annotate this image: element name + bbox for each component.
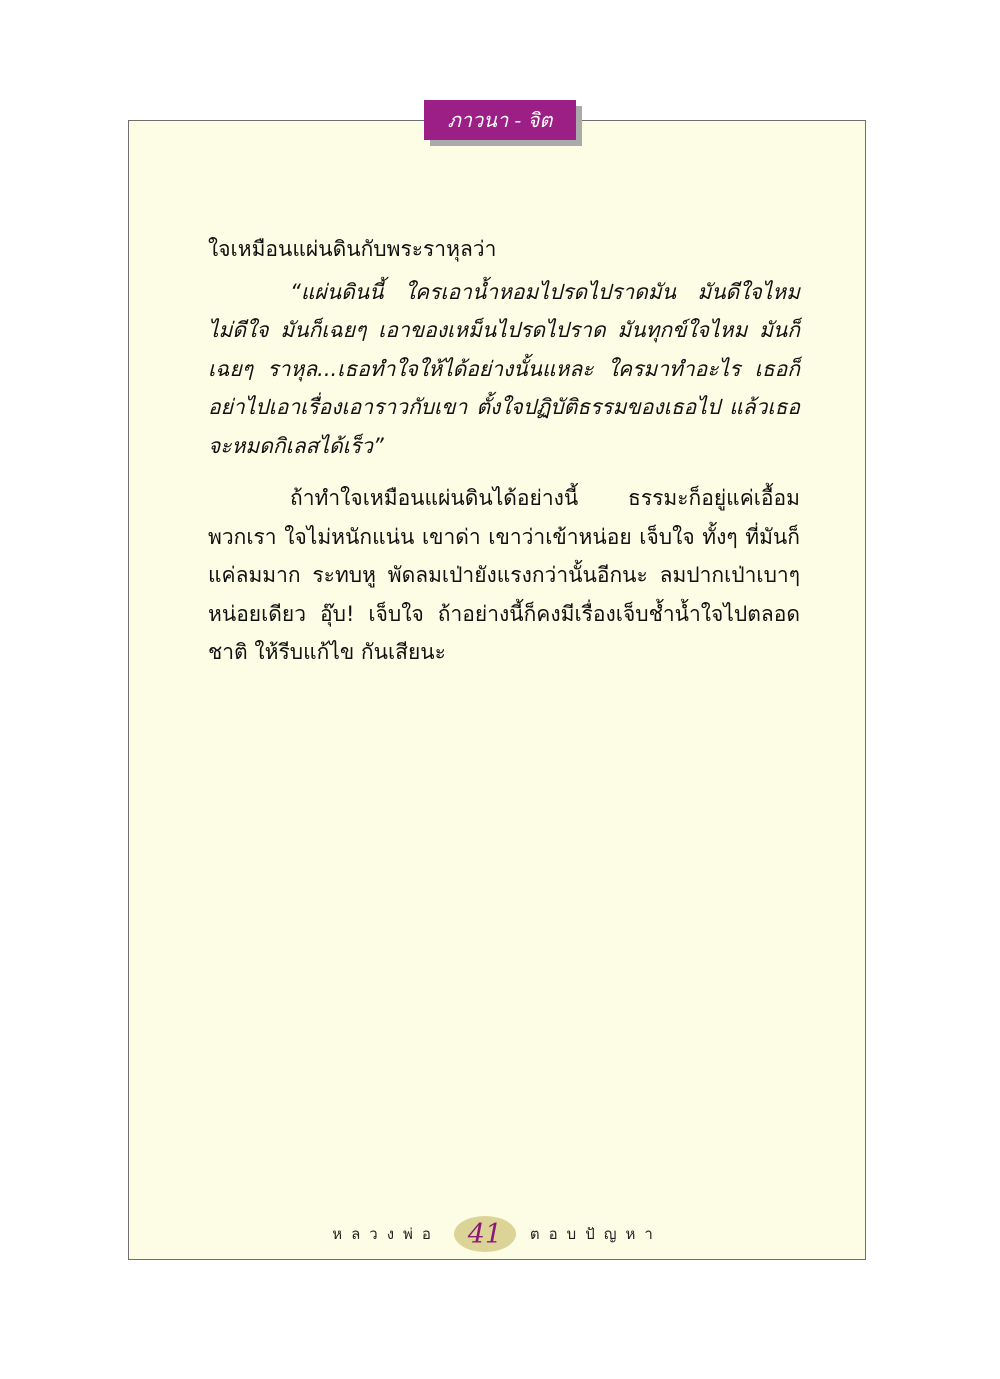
header-tab xyxy=(424,100,576,140)
footer-book-title-right: ตอบปัญหา xyxy=(529,1225,662,1243)
body-paragraph-text: ถ้าทำใจเหมือนแผ่นดินได้อย่างนี้ ธรรมะก็อยู่แค่เอื้อม พวกเรา ใจไม่หนักแน่น เขาด่า เขาว่าเข้าหน่อย เจ็บใจ ทั้งๆ ที่มันก็แค่ลมมาก ระทบหู พัดลมเป่ายังแรงกว่านั้นอีกนะ ลมปากเป่าเบาๆ หน่อยเดียว อุ๊บ! เจ็บใจ ถ้าอย่างนี้ก็คงมีเรื่องเจ็บช้ำน้ำใจไปตลอดชาติ ให้รีบแก้ไข กันเสียนะ xyxy=(208,486,800,664)
page-number-badge xyxy=(454,1216,516,1252)
quote-paragraph xyxy=(208,273,800,466)
body-paragraph xyxy=(208,479,800,672)
footer-book-title-left: หลวงพ่อ xyxy=(332,1225,440,1243)
body-text xyxy=(208,230,800,672)
header-tab-label: ภาวนา - จิต xyxy=(447,108,553,132)
page-number: 41 xyxy=(467,1218,503,1250)
quote-text: “แผ่นดินนี้ ใครเอาน้ำหอมไปรดไปราดมัน มันดีใจไหม ไม่ดีใจ มันก็เฉยๆ เอาของเหม็นไปรดไปราด มันทุกข์ใจไหม มันก็เฉยๆ ราหุล...เธอทำใจให้ได้อย่างนั้นแหละ ใครมาทำอะไร เธอก็อย่าไปเอาเรื่องเอาราวกับเขา ตั้งใจปฏิบัติธรรมของเธอไป แล้วเธอจะหมดกิเลสได้เร็ว” xyxy=(208,279,800,458)
page-footer xyxy=(128,1214,866,1254)
intro-line: ใจเหมือนแผ่นดินกับพระราหุลว่า xyxy=(208,237,497,261)
